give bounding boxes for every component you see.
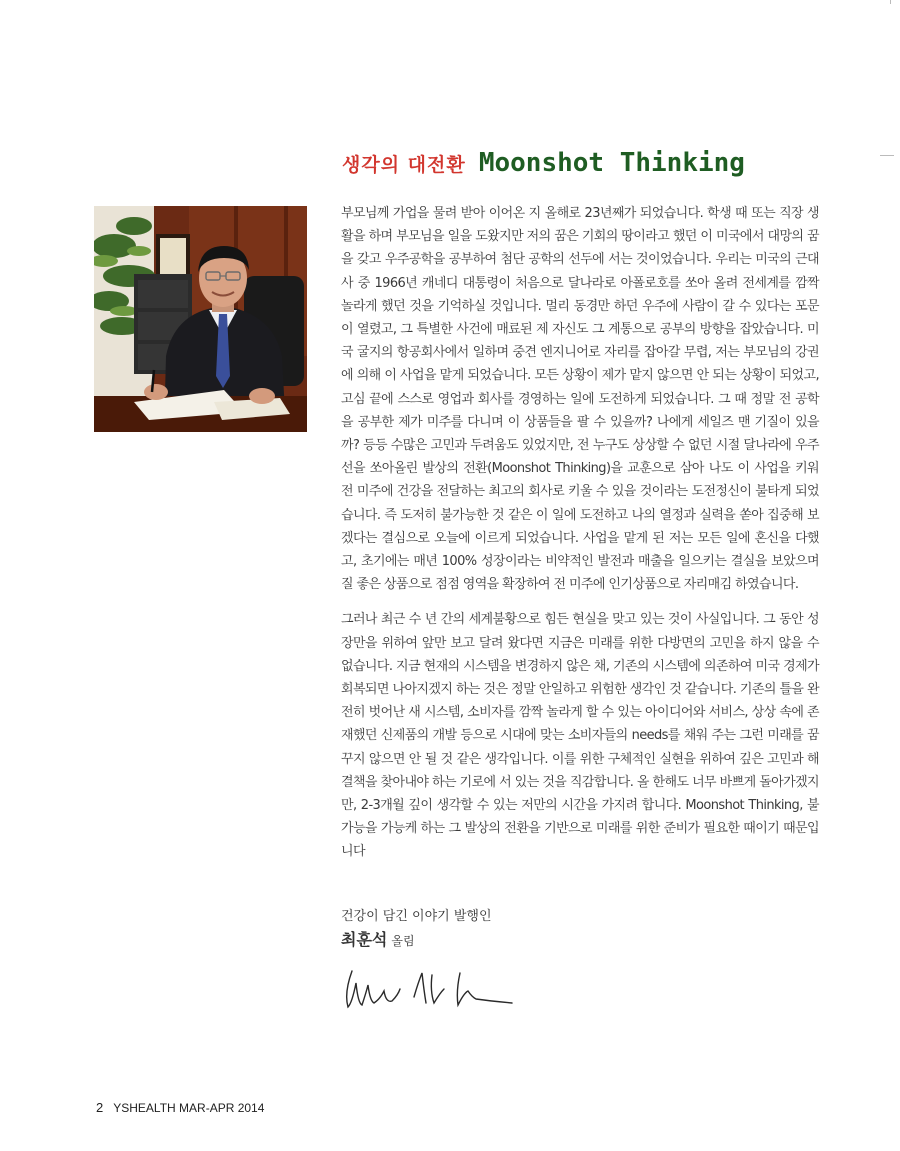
publisher-title: 건강이 담긴 이야기 발행인 (341, 909, 492, 924)
crop-mark-right (880, 155, 894, 156)
signature (340, 963, 530, 1017)
letter-paragraph-1: 부모님께 가업을 물려 받아 이어온 지 올해로 23년째가 되었습니다. 학생 때 또는 직장 생활을 하며 부모님을 일을 도왔지만 저의 꿈은 기회의 땅이라고 했던 이 미국에서 대망의 꿈을 갖고 우주공학을 공부하여 첨단 공학의 선두에 서는 것이었습니다. 우리는 미국의 근대사 중 1966년 캐네디 대통령이 처음으로 달나라로 아폴로호를 쏘아 올려 전세계를 깜짝 놀라게 했던 것을 기억하실 것입니다. 멀리 동경만 하던 우주에 사람이 갈 수 있다는 포문이 열렸고, 그 특별한 사건에 매료된 제 자신도 그 계통으로 공부의 방향을 잡았습니다. 미국 굴지의 항공회사에서 일하며 중견 엔지니어로 자리를 잡아갈 무렵, 저는 부모님의 강권에 의해 이 사업을 맡게 되었습니다. 모든 상황이 제가 맡지 않으면 안 되는 상황이 되었고, 고심 끝에 스스로 영업과 회사를 경영하는 일에 도전하게 되었습니다. 그 때 정말 전 공학을 공부한 제가 미주를 다니며 이 상품들을 팔 수 있을까? 나에게 세일즈 맨 기질이 있을까? 등등 수많은 고민과 두려움도 있었지만, 전 누구도 상상할 수 없던 시절 달나라에 우주선을 쏘아올린 발상의 전환(Moonshot Thinking)을 교훈으로 삼아 나도 이 사업을 키워 전 미주에 건강을 전달하는 최고의 회사로 키울 수 있을 것이라는 도전정신이 불타게 되었습니다. 즉 도저히 불가능한 것 같은 이 일에 도전하고 나의 열정과 실력을 쏟아 집중해 보겠다는 결심으로 오늘에 이르게 되었습니다. 사업을 맡게 된 저는 모든 일에 혼신을 다했고, 초기에는 매년 100% 성장이라는 비약적인 발전과 매출을 일으키는 결실을 보았으며 질 좋은 상품으로 점점 영역을 확장하여 전 미주에 인기상품으로 자리매김 하였습니다. (341, 206, 819, 593)
crop-mark-top-right (890, 0, 891, 4)
signer-name: 최훈석 (341, 930, 388, 949)
letter-closing (341, 906, 641, 953)
heading-english: Moonshot Thinking (478, 148, 745, 178)
publisher-portrait (94, 206, 307, 432)
letter-body (341, 202, 819, 876)
page-footer (96, 1100, 264, 1115)
article-heading (342, 148, 862, 188)
publication-label: YSHEALTH MAR-APR 2014 (113, 1101, 265, 1115)
page-number: 2 (96, 1100, 104, 1115)
signer-suffix: 올림 (391, 934, 415, 948)
handwritten-signature-icon (340, 963, 530, 1013)
signer-line (341, 928, 641, 953)
portrait-photo-icon (94, 206, 307, 432)
heading-korean: 생각의 대전환 (342, 154, 466, 176)
letter-paragraph-2: 그러나 최근 수 년 간의 세계불황으로 힘든 현실을 맞고 있는 것이 사실입니다. 그 동안 성장만을 위하여 앞만 보고 달려 왔다면 지금은 미래를 위한 다방면의 고민을 하지 않을 수 없습니다. 지금 현재의 시스템을 변경하지 않은 채, 기존의 시스템에 의존하여 미국 경제가 회복되면 나아지겠지 하는 것은 정말 안일하고 위험한 생각인 것 같습니다. 기존의 틀을 완전히 벗어난 새 시스템, 소비자를 깜짝 놀라게 할 수 있는 아이디어와 서비스, 상상 속에 존재했던 신제품의 개발 등으로 시대에 맞는 소비자들의 needs를 채워 주는 그런 미래를 꿈꾸지 않으면 안 될 것 같은 생각입니다. 이를 위한 구체적인 실현을 위하여 깊은 고민과 해결책을 찾아내야 하는 기로에 서 있는 것을 직감합니다. 올 한해도 너무 바쁘게 돌아가겠지만, 2-3개월 깊이 생각할 수 있는 저만의 시간을 가지려 합니다. Moonshot Thinking, 불가능을 가능케 하는 그 발상의 전환을 기반으로 미래를 위한 준비가 필요한 때이기 때문입니다 (341, 612, 819, 860)
